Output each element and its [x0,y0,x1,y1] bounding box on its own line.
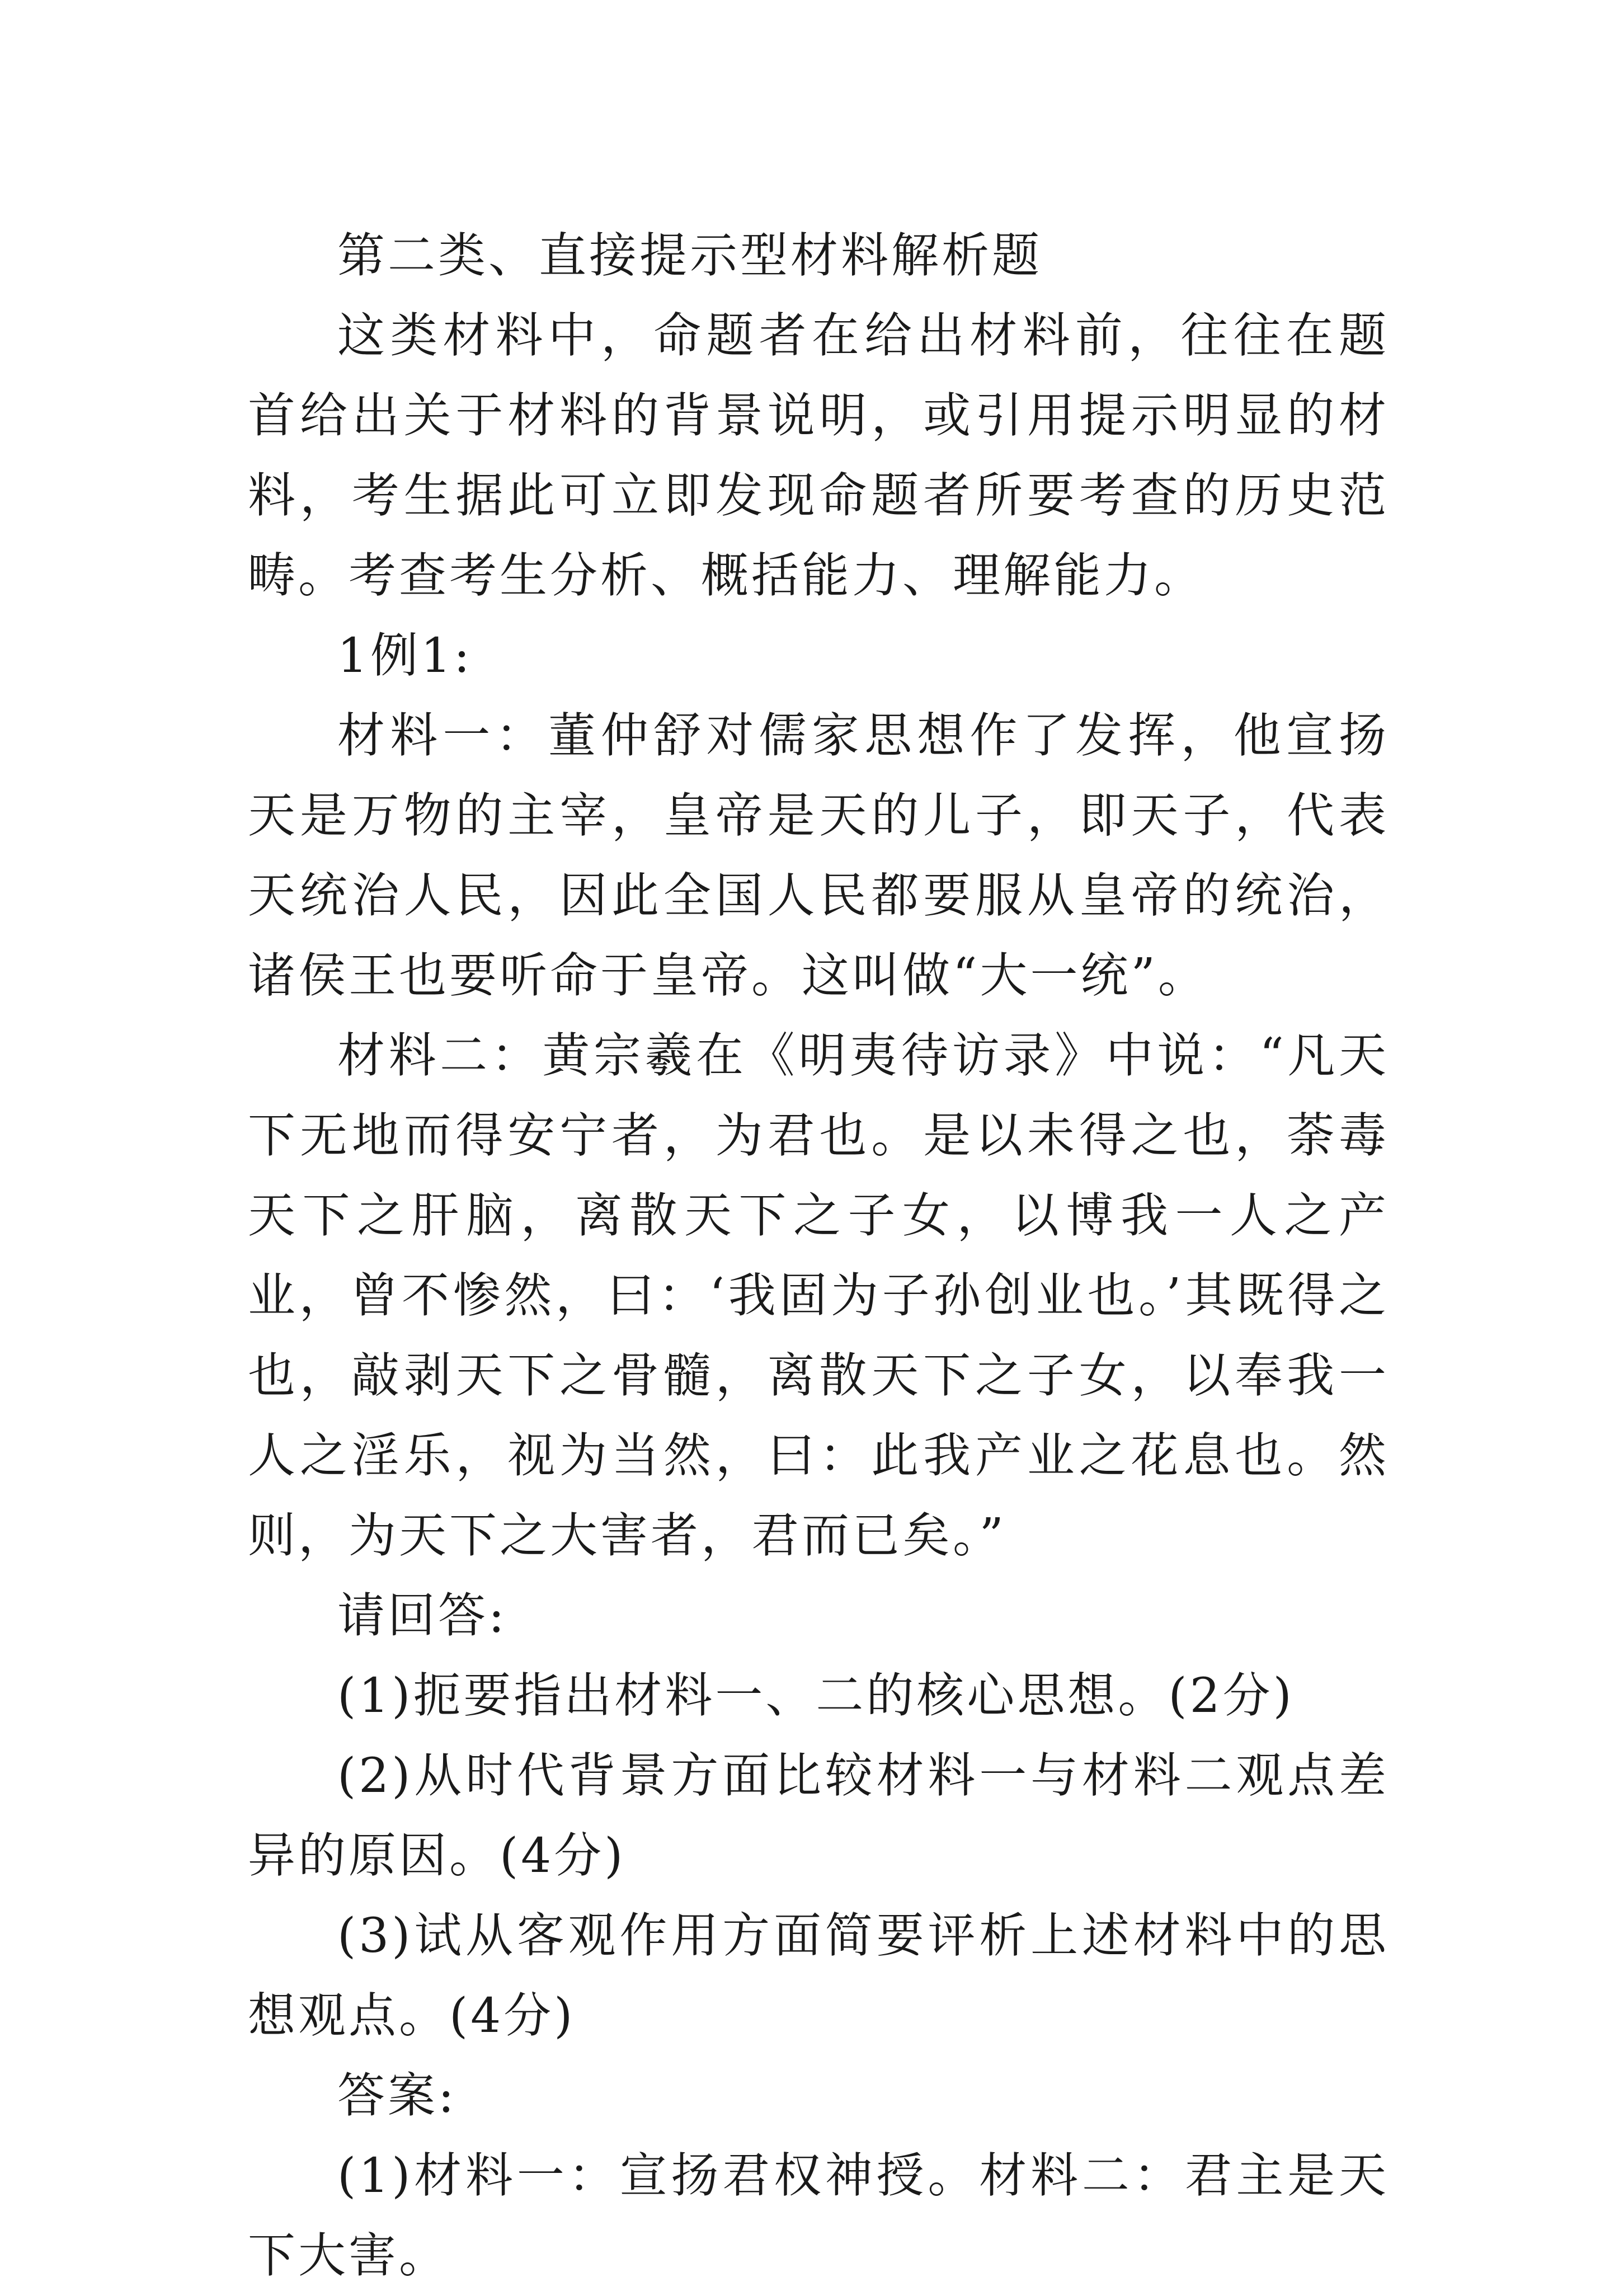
section-heading: 第二类、直接提示型材料解析题 [337,228,1043,284]
question-three: (3)试从客观作用方面简要评析上述材料中的思想观点。(4分) [248,1908,1389,2044]
question-prompt: 请回答: [337,1588,507,1644]
question-two: (2)从时代背景方面比较材料一与材料二观点差异的原因。(4分) [248,1748,1389,1884]
intro-paragraph: 这类材料中，命题者在给出材料前，往往在题首给出关于材料的背景说明，或引用提示明显的材料，考生据此可立即发现命题者所要考查的历史范畴。考查考生分析、概括能力、理解能力。 [248,308,1389,604]
document-body [248,216,1389,2296]
answer-one: (1)材料一：宣扬君权神授。材料二：君主是天下大害。 [248,2148,1389,2284]
material-two-paragraph: 材料二：黄宗羲在《明夷待访录》中说：“凡天下无地而得安宁者，为君也。是以未得之也，荼毒天下之肝脑，离散天下之子女，以博我一人之产业，曾不惨然，曰：‘我固为子孙创业也。’其既得之也，敲剥天下之骨髓，离散天下之子女，以奉我一人之淫乐，视为当然，曰：此我产业之花息也。然则，为天下之大害者，君而已矣。” [248,1028,1389,1564]
answer-label: 答案: [337,2068,457,2124]
example-label: 1例1: [337,628,473,684]
question-one: (1)扼要指出材料一、二的核心思想。(2分) [337,1668,1295,1724]
material-one-paragraph: 材料一：董仲舒对儒家思想作了发挥，他宣扬天是万物的主宰，皇帝是天的儿子，即天子，代表天统治人民，因此全国人民都要服从皇帝的统治，诸侯王也要听命于皇帝。这叫做“大一统”。 [248,708,1389,1004]
